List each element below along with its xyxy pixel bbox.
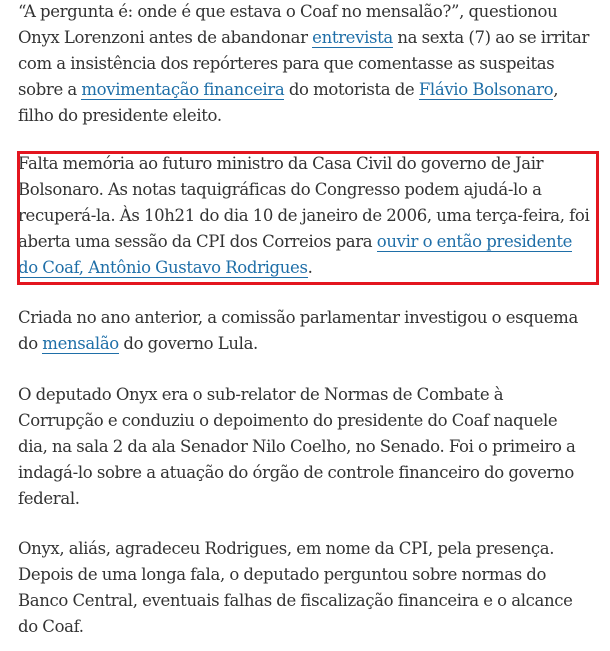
paragraph-committee — [18, 305, 606, 357]
paragraph-intro-quote — [18, 0, 606, 129]
text-segment: , — [553, 80, 559, 99]
paragraph-sub-rapporteur — [18, 382, 606, 512]
text-line — [18, 408, 606, 434]
text-line — [18, 77, 606, 103]
text-segment: O deputado Onyx era o sub-relator de Normas de Combate à — [18, 385, 504, 404]
text-line — [18, 434, 606, 460]
text-segment: do Coaf. — [18, 617, 84, 636]
inline-link[interactable]: ouvir o então presidente — [376, 232, 573, 251]
inline-link[interactable]: entrevista — [312, 28, 393, 47]
text-line — [18, 177, 606, 203]
text-line — [18, 203, 606, 229]
text-line — [18, 614, 606, 640]
inline-link[interactable]: mensalão — [42, 334, 119, 353]
text-segment: aberta uma sessão da CPI dos Correios para — [18, 232, 377, 251]
inline-link[interactable]: do Coaf, Antônio Gustavo Rodrigues — [18, 258, 308, 277]
text-line — [18, 562, 606, 588]
text-segment: indagá-lo sobre a atuação do órgão de controle financeiro do governo — [18, 463, 574, 482]
text-line — [18, 486, 606, 512]
text-line — [18, 103, 606, 129]
text-segment: federal. — [18, 489, 80, 508]
text-segment: do — [18, 334, 43, 353]
text-segment: Depois de uma longa fala, o deputado perguntou sobre normas do — [18, 565, 547, 584]
text-segment: dia, na sala 2 da ala Senador Nilo Coelho, no Senado. Foi o primeiro a — [18, 437, 576, 456]
inline-link[interactable]: movimentação financeira — [81, 80, 285, 99]
text-line — [18, 25, 606, 51]
text-line — [18, 460, 606, 486]
text-segment: filho do presidente eleito. — [18, 106, 222, 125]
text-line — [18, 151, 606, 177]
text-line — [18, 51, 606, 77]
text-line — [18, 0, 606, 25]
paragraph-thanks — [18, 536, 606, 640]
text-line — [18, 255, 606, 281]
text-line — [18, 588, 606, 614]
text-line — [18, 382, 606, 408]
text-segment: Falta memória ao futuro ministro da Casa Civil do governo de Jair — [18, 154, 544, 173]
paragraph-highlighted-memory — [18, 151, 606, 281]
text-segment: . — [307, 258, 313, 277]
text-segment: Criada no ano anterior, a comissão parlamentar investigou o esquema — [18, 308, 578, 327]
text-segment: Onyx, aliás, agradeceu Rodrigues, em nome da CPI, pela presença. — [18, 539, 555, 558]
text-segment: Bolsonaro. As notas taquigráficas do Congresso podem ajudá-lo a — [18, 180, 542, 199]
text-line — [18, 305, 606, 331]
text-segment: sobre a — [18, 80, 82, 99]
text-segment: Onyx Lorenzoni antes de abandonar — [18, 28, 313, 47]
text-line — [18, 331, 606, 357]
text-segment: do motorista de — [284, 80, 419, 99]
text-segment: na sexta (7) ao se irritar — [392, 28, 590, 47]
text-segment: recuperá-la. Às 10h21 do dia 10 de janeiro de 2006, uma terça-feira, foi — [18, 206, 590, 225]
text-segment: com a insistência dos repórteres para que comentasse as suspeitas — [18, 54, 555, 73]
text-segment: do governo Lula. — [118, 334, 258, 353]
text-segment: Corrupção e conduziu o depoimento do presidente do Coaf naquele — [18, 411, 558, 430]
text-line — [18, 229, 606, 255]
text-line — [18, 536, 606, 562]
text-segment: “A pergunta é: onde é que estava o Coaf no mensalão?”, questionou — [18, 2, 558, 21]
inline-link[interactable]: Flávio Bolsonaro — [418, 80, 554, 99]
text-segment: Banco Central, eventuais falhas de fiscalização financeira e o alcance — [18, 591, 573, 610]
